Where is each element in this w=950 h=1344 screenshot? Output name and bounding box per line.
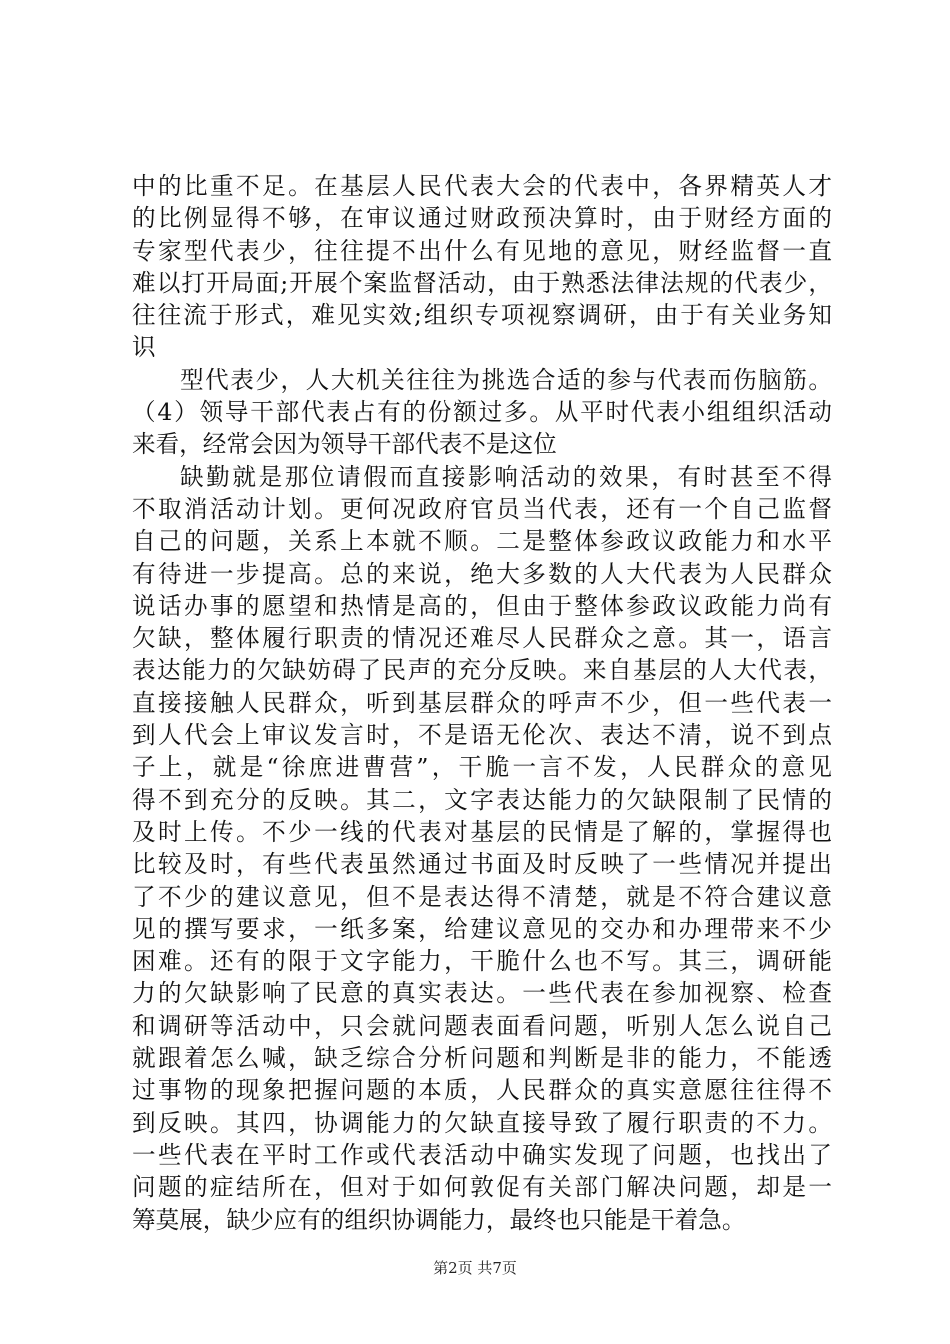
text-line: 难以打开局面;开展个案监督活动，由于熟悉法律法规的代表少，: [132, 268, 832, 297]
text-line: 到人代会上审议发言时，不是语无伦次、表达不清，说不到点: [132, 721, 832, 750]
text-line: 的比例显得不够，在审议通过财政预决算时，由于财经方面的: [132, 204, 832, 233]
text-line: 到反映。其四，协调能力的欠缺直接导致了履行职责的不力。: [132, 1108, 832, 1137]
body-text: [132, 170, 832, 1236]
text-line: 有待进一步提高。总的来说，绝大多数的人大代表为人民群众: [132, 559, 832, 588]
text-line: 困难。还有的限于文字能力，干脆什么也不写。其三，调研能: [132, 947, 832, 976]
text-line: 筹莫展，缺少应有的组织协调能力，最终也只能是干着急。: [132, 1205, 746, 1234]
text-line: 识: [132, 333, 156, 362]
text-line: 比较及时，有些代表虽然通过书面及时反映了一些情况并提出: [132, 850, 832, 879]
text-line: 专家型代表少，往往提不出什么有见地的意见，财经监督一直: [132, 236, 832, 265]
text-line: 往往流于形式，难见实效;组织专项视察调研，由于有关业务知: [132, 301, 832, 330]
text-line: （4）领导干部代表占有的份额过多。从平时代表小组组织活动: [132, 398, 832, 427]
text-line: 就跟着怎么喊，缺乏综合分析问题和判断是非的能力，不能透: [132, 1044, 832, 1073]
text-line: 见的撰写要求，一纸多案，给建议意见的交办和办理带来不少: [132, 914, 832, 943]
text-line: 力的欠缺影响了民意的真实表达。一些代表在参加视察、检查: [132, 979, 832, 1008]
text-line: 中的比重不足。在基层人民代表大会的代表中，各界精英人才: [132, 172, 832, 200]
text-line: 说话办事的愿望和热情是高的，但由于整体参政议政能力尚有: [132, 591, 832, 620]
text-line: 过事物的现象把握问题的本质，人民群众的真实意愿往往得不: [132, 1076, 832, 1105]
page-number-footer: 第2页 共7页: [433, 1259, 517, 1277]
text-line: 直接接触人民群众，听到基层群众的呼声不少，但一些代表一: [132, 688, 832, 717]
text-line: 来看，经常会因为领导干部代表不是这位: [132, 430, 557, 459]
text-line: 欠缺，整体履行职责的情况还难尽人民群众之意。其一，语言: [132, 624, 832, 653]
text-line: 及时上传。不少一线的代表对基层的民情是了解的，掌握得也: [132, 817, 832, 846]
text-line: 缺勤就是那位请假而直接影响活动的效果，有时甚至不得: [180, 462, 832, 491]
text-line: 自己的问题，关系上本就不顺。二是整体参政议政能力和水平: [132, 527, 832, 556]
text-line: 了不少的建议意见，但不是表达得不清楚，就是不符合建议意: [132, 882, 832, 911]
text-line: 问题的症结所在，但对于如何敦促有关部门解决问题，却是一: [132, 1173, 832, 1202]
text-line: 型代表少，人大机关往往为挑选合适的参与代表而伤脑筋。: [180, 365, 832, 394]
text-line: 一些代表在平时工作或代表活动中确实发现了问题，也找出了: [132, 1140, 832, 1169]
text-line: 子上，就是“徐庶进曹营”，干脆一言不发，人民群众的意见: [132, 753, 832, 782]
text-line: 表达能力的欠缺妨碍了民声的充分反映。来自基层的人大代表，: [132, 656, 832, 685]
text-line: 得不到充分的反映。其二，文字表达能力的欠缺限制了民情的: [132, 785, 832, 814]
text-line: 和调研等活动中，只会就问题表面看问题，听别人怎么说自己: [132, 1011, 832, 1040]
text-line: 不取消活动计划。更何况政府官员当代表，还有一个自己监督: [132, 494, 832, 523]
